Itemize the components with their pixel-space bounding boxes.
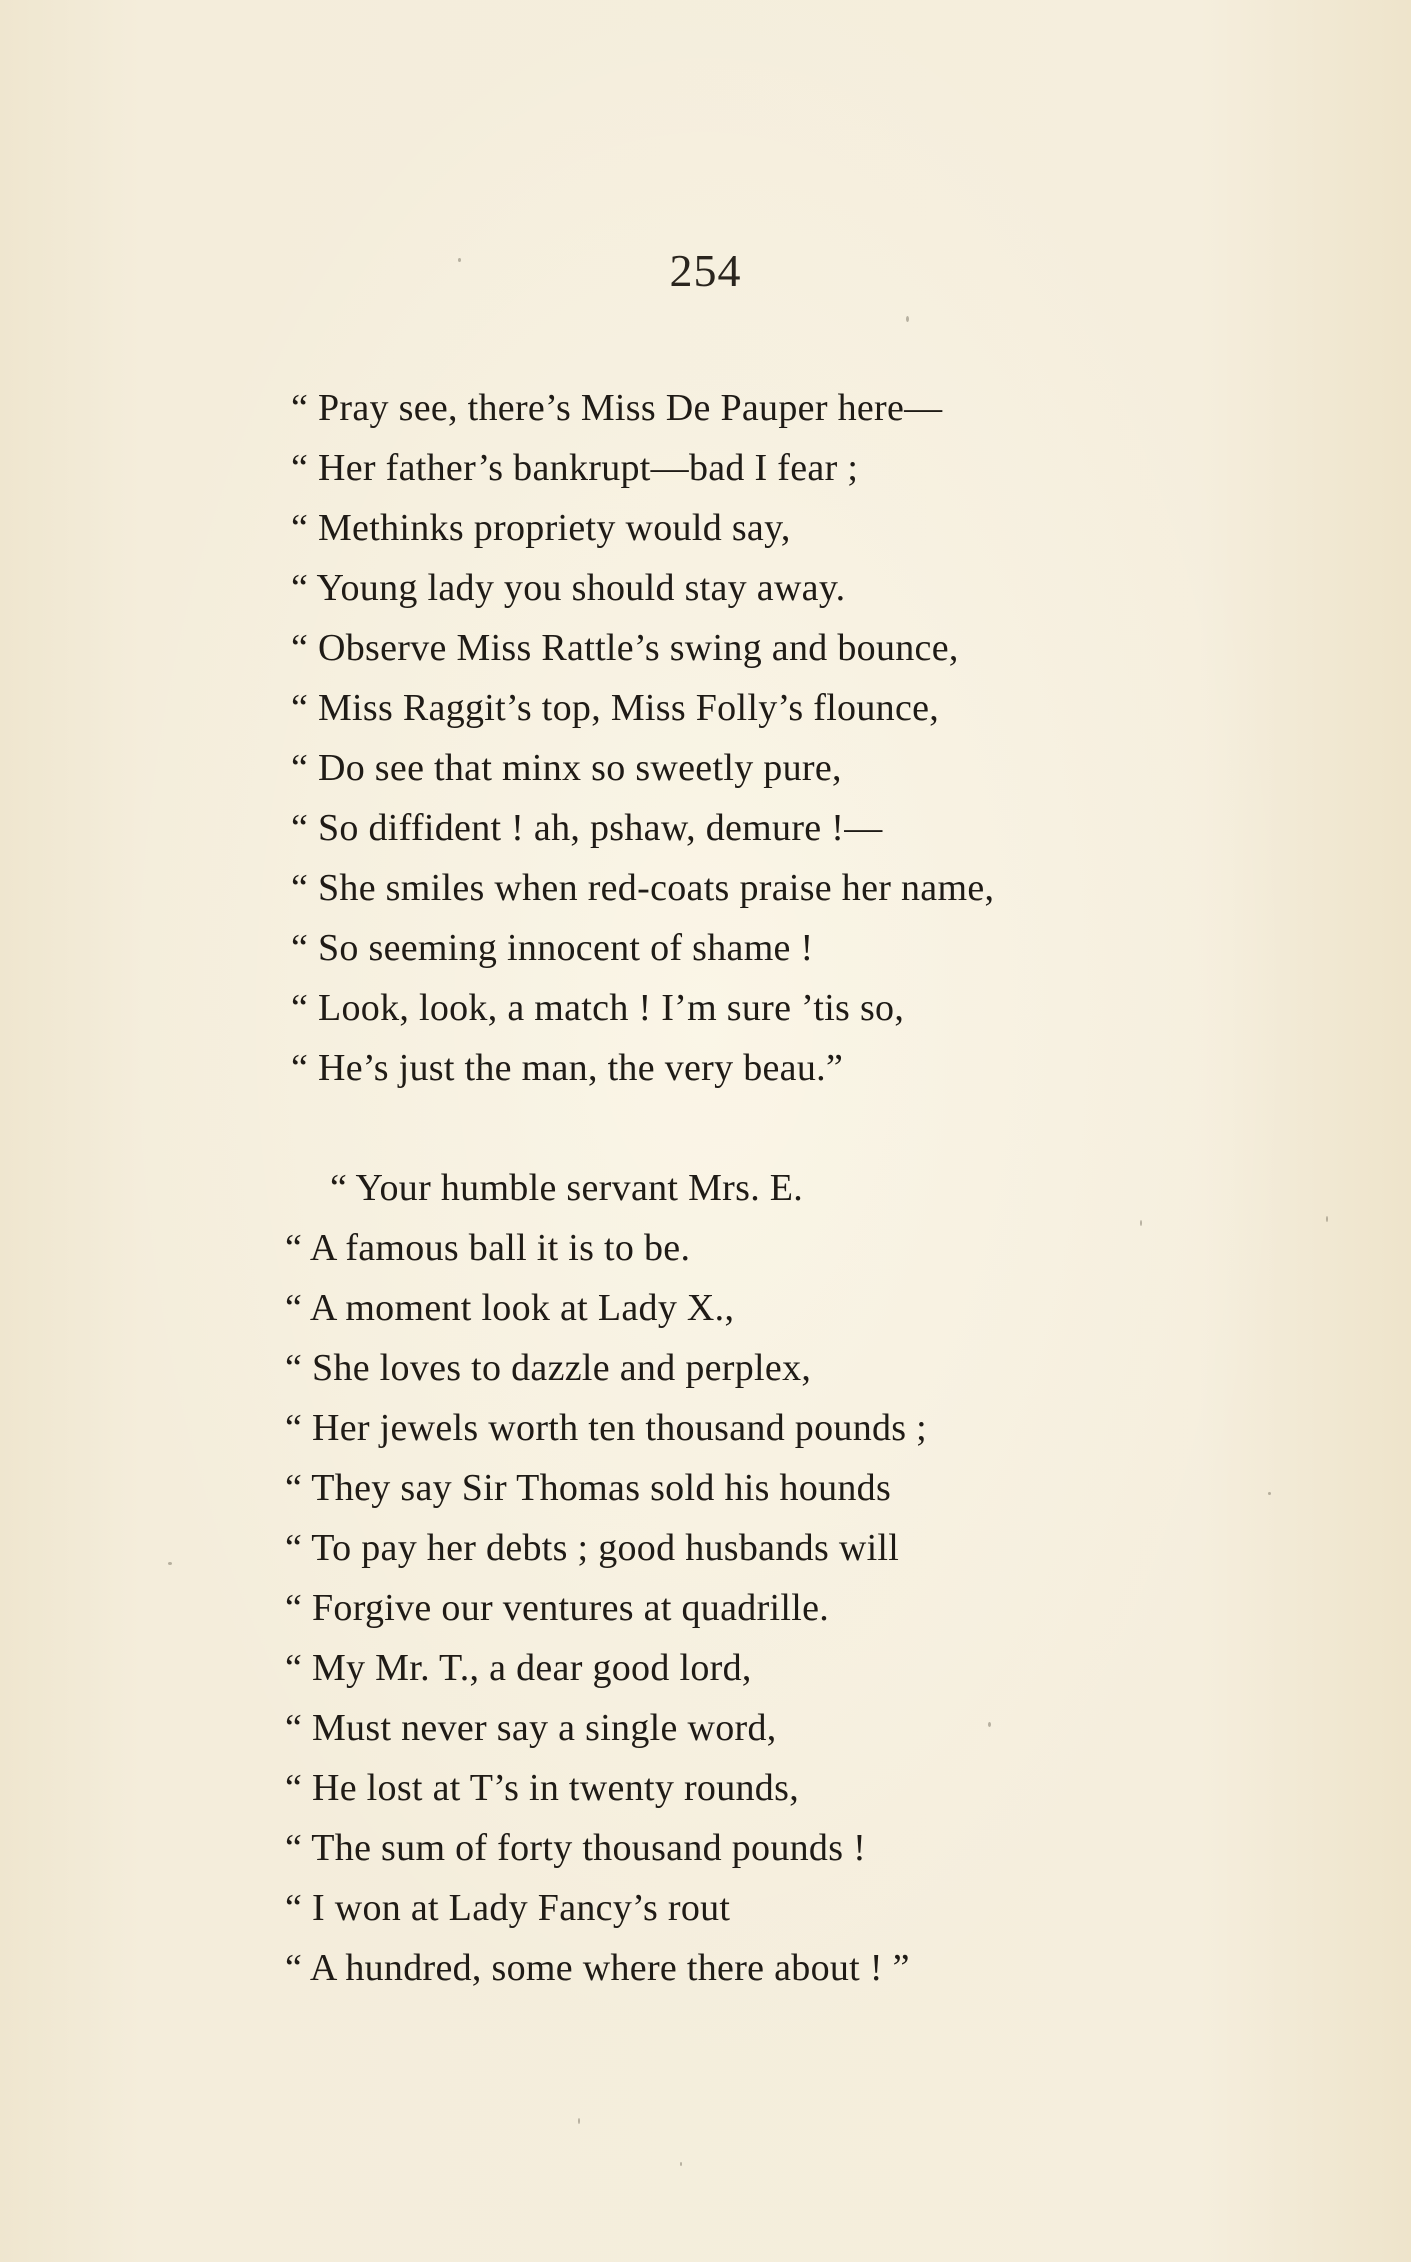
paper-speck [680,2162,682,2166]
verse-line: “ Look, look, a match ! I’m sure ’tis so, [291,987,905,1029]
paper-speck [168,1562,172,1565]
verse-line: “ My Mr. T., a dear good lord, [285,1647,752,1689]
paper-speck [1140,1220,1142,1226]
verse-line: “ He’s just the man, the very beau.” [291,1047,844,1089]
verse-line: “ Methinks propriety would say, [291,507,791,549]
verse-line: “ Her father’s bankrupt—bad I fear ; [291,447,859,489]
verse-line: “ They say Sir Thomas sold his hounds [285,1467,892,1509]
verse-line: “ Pray see, there’s Miss De Pauper here— [291,387,943,429]
verse-line: “ She smiles when red-coats praise her name, [291,867,995,909]
verse-line: “ Observe Miss Rattle’s swing and bounce, [291,627,959,669]
paper-speck [906,316,909,322]
verse-line: “ Must never say a single word, [285,1707,777,1749]
verse-line: “ So seeming innocent of shame ! [291,927,814,969]
verse-line: “ A moment look at Lady X., [285,1287,735,1329]
paper-speck [988,1722,991,1727]
verse-line: “ Young lady you should stay away. [291,567,846,609]
verse-line: “ To pay her debts ; good husbands will [285,1527,900,1569]
verse-line: “ Forgive our ventures at quadrille. [285,1587,830,1629]
verse-line: “ So diffident ! ah, pshaw, demure !— [291,807,883,849]
verse-line: “ Her jewels worth ten thousand pounds ; [285,1407,928,1449]
verse-line: “ She loves to dazzle and perplex, [285,1347,812,1389]
verse-line: “ I won at Lady Fancy’s rout [285,1887,731,1929]
verse-line: “ A famous ball it is to be. [285,1227,691,1269]
page-number: 254 [669,245,742,296]
verse-line: “ The sum of forty thousand pounds ! [285,1827,867,1869]
paper-speck [578,2118,580,2124]
verse-line: “ Do see that minx so sweetly pure, [291,747,842,789]
verse-line: “ Miss Raggit’s top, Miss Folly’s flounce, [291,687,940,729]
verse-line: “ He lost at T’s in twenty rounds, [285,1767,799,1809]
paper-speck [458,258,461,262]
paper-speck [1326,1216,1328,1222]
paper-speck [1268,1492,1271,1495]
verse-line: “ Your humble servant Mrs. E. [330,1167,804,1209]
verse-line: “ A hundred, some where there about ! ” [285,1947,910,1989]
